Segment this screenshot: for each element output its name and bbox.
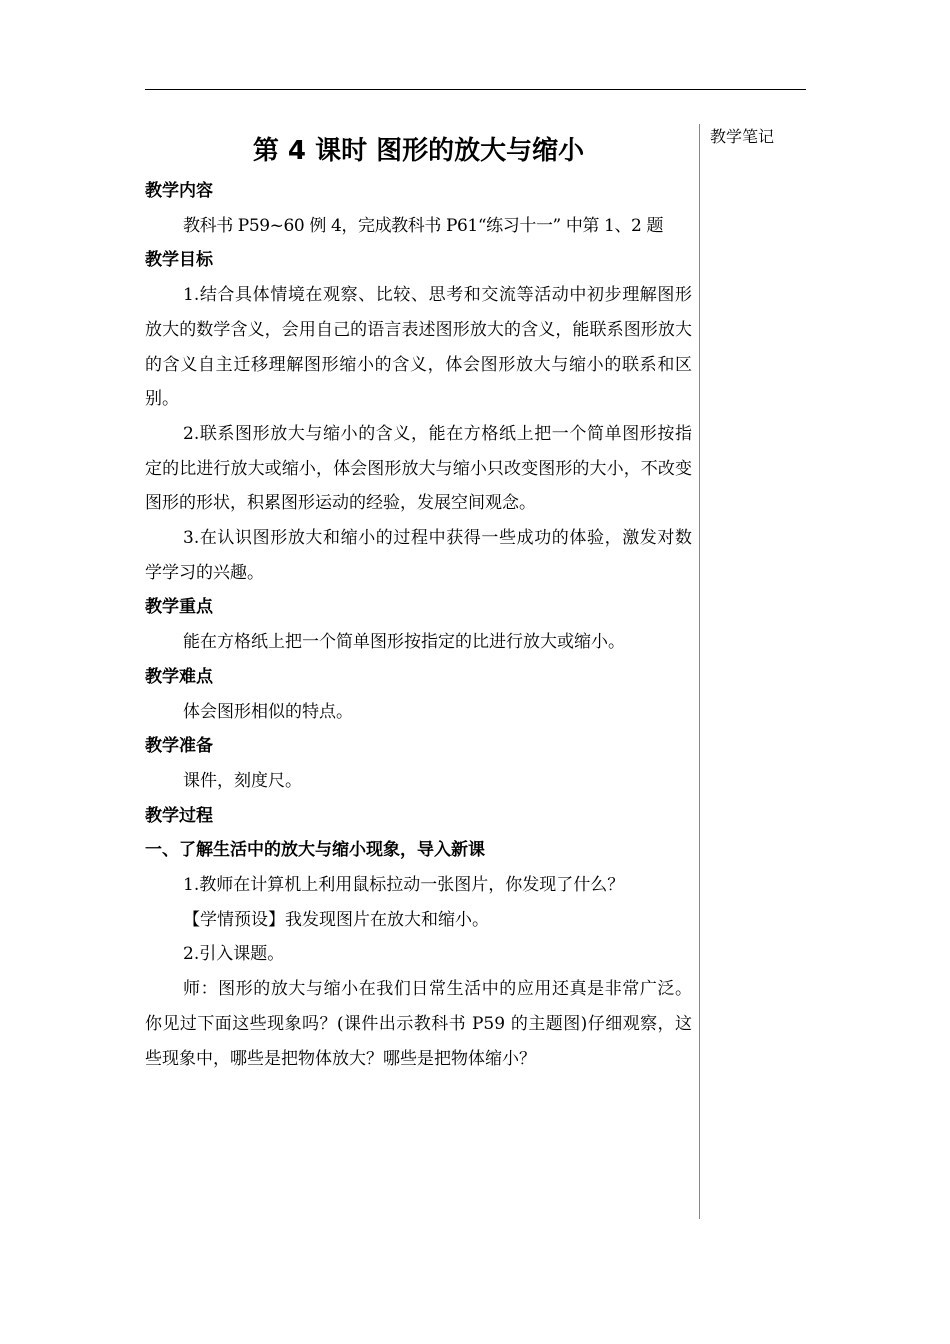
section-heading-objectives: 教学目标 bbox=[145, 250, 213, 271]
section-heading-difficulty: 教学难点 bbox=[145, 666, 213, 687]
objective-item-1: 1.结合具体情境在观察、比较、思考和交流等活动中初步理解图形放大的数学含义，会用自己的语言表述图形放大的含义，能联系图形放大的含义自主迁移理解图形缩小的含义，体会图形放大与缩小的联系和区别。 bbox=[145, 285, 692, 410]
header-rule bbox=[145, 89, 806, 90]
process-preset: 【学情预设】我发现图片在放大和缩小。 bbox=[183, 909, 489, 930]
section-heading-preparation: 教学准备 bbox=[145, 736, 213, 757]
process-teacher-remark: 师：图形的放大与缩小在我们日常生活中的应用还真是非常广泛。你见过下面这些现象吗？(课件出示教科书 P59 的主题图)仔细观察，这些现象中，哪些是把物体放大？哪些是把物体缩小？ bbox=[145, 979, 692, 1069]
notes-column-divider bbox=[699, 124, 700, 1219]
preparation-text: 课件，刻度尺。 bbox=[183, 770, 302, 791]
section-heading-process: 教学过程 bbox=[145, 805, 213, 826]
notes-column-label: 教学笔记 bbox=[710, 127, 775, 146]
lesson-title: 第 4 课时 图形的放大与缩小 bbox=[252, 136, 585, 166]
content-text: 教科书 P59~60 例 4，完成教科书 P61“练习十一” 中第 1、2 题 bbox=[183, 215, 664, 236]
process-step-1: 1.教师在计算机上利用鼠标拉动一张图片，你发现了什么？ bbox=[183, 875, 625, 896]
section-heading-content: 教学内容 bbox=[145, 181, 213, 201]
objective-item-2: 2.联系图形放大与缩小的含义，能在方格纸上把一个简单图形按指定的比进行放大或缩小，体会图形放大与缩小只改变图形的大小，不改变图形的形状，积累图形运动的经验，发展空间观念。 bbox=[145, 423, 692, 514]
section-heading-key-point: 教学重点 bbox=[145, 597, 213, 618]
key-point-text: 能在方格纸上把一个简单图形按指定的比进行放大或缩小。 bbox=[183, 632, 625, 653]
process-step-2: 2.引入课题。 bbox=[183, 944, 285, 965]
objective-item-3: 3.在认识图形放大和缩小的过程中获得一些成功的体验，激发对数学学习的兴趣。 bbox=[145, 528, 692, 583]
process-part-1-heading: 一、了解生活中的放大与缩小现象，导入新课 bbox=[145, 840, 485, 861]
difficulty-text: 体会图形相似的特点。 bbox=[183, 701, 353, 722]
lesson-plan-body bbox=[145, 128, 692, 1076]
